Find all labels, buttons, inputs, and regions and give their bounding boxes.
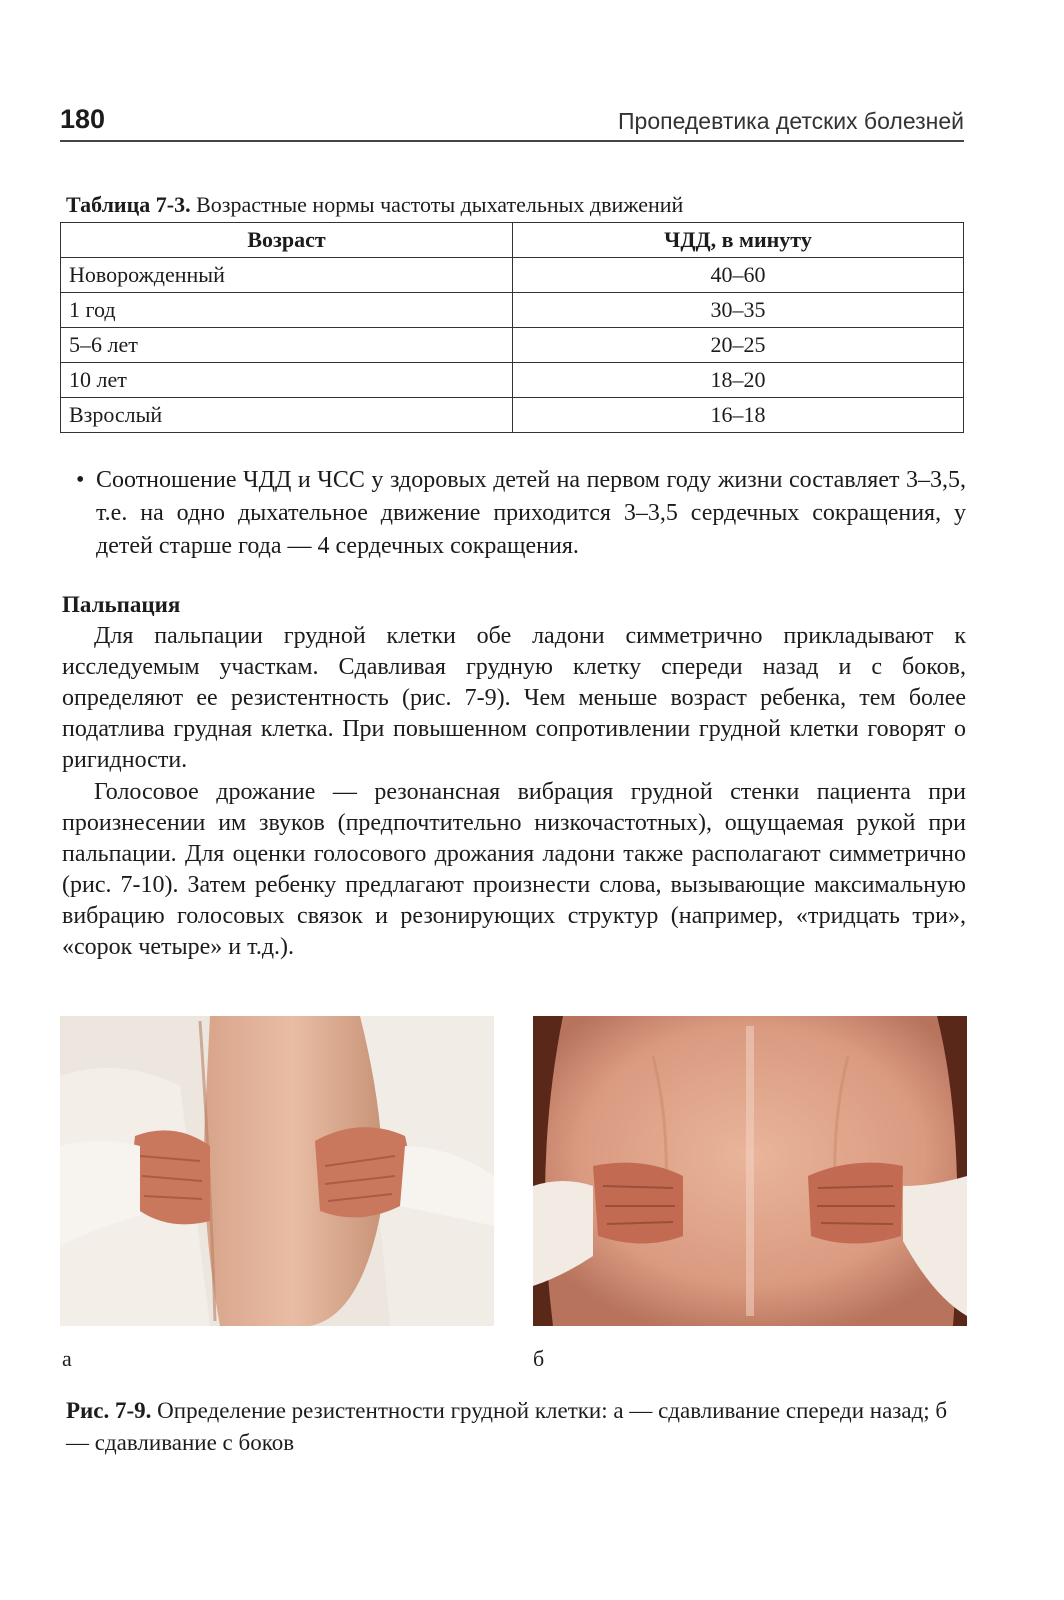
- bullet-item: [76, 464, 966, 563]
- table-row: [61, 398, 964, 433]
- bullet-text: Соотношение ЧДД и ЧСС у здоровых детей на первом году жизни составляет 3–3,5, т.е. на одно дыхательное движение приходится 3–3,5 сердечных сокращения, у детей старше года — 4 сердечных сокращения.: [96, 467, 966, 559]
- table-row: [61, 363, 964, 398]
- figure-caption-text: Определение резистентности грудной клетки: а — сдавливание спереди назад; б — сдавливание с боков: [66, 1398, 948, 1455]
- figure-caption-label: Рис. 7-9.: [66, 1398, 152, 1423]
- cell-rate: 18–20: [513, 363, 964, 398]
- cell-rate: 40–60: [513, 258, 964, 293]
- table-row: [61, 293, 964, 328]
- table-row: [61, 328, 964, 363]
- page-header: [60, 104, 964, 140]
- table-row: [61, 258, 964, 293]
- photo-side-compression: [533, 1016, 967, 1326]
- header-rule: [60, 140, 964, 142]
- cell-age: Новорожденный: [61, 258, 513, 293]
- figure-label-a: а: [62, 1346, 72, 1371]
- cell-rate: 20–25: [513, 328, 964, 363]
- table-caption-label: Таблица 7-3.: [66, 192, 191, 217]
- photo-front-back-compression: [60, 1016, 494, 1326]
- body-paragraph: Голосовое дрожание — резонансная вибрация грудной стенки пациента при произнесении им звуков (предпочтительно низкочастотных), ощущаемая рукой при пальпации. Для оценки голосового дрожания ладони также располагают симметрично (рис. 7-10). Затем ребенку предлагают произнести слова, вызывающие максимальную вибрацию голосовых связок и резонирующих структур (например, «тридцать три», «сорок четыре» и т.д.).: [62, 779, 966, 960]
- bullet-marker: •: [76, 467, 85, 493]
- column-header-age: Возраст: [61, 223, 513, 258]
- table-caption-text: Возрастные нормы частоты дыхательных движений: [196, 192, 684, 217]
- cell-age: 5–6 лет: [61, 328, 513, 363]
- figure-caption: [66, 1395, 966, 1459]
- cell-age: 1 год: [61, 293, 513, 328]
- respiratory-norms-table: [60, 222, 964, 433]
- section-heading: Пальпация: [62, 592, 181, 617]
- body-paragraph: Для пальпации грудной клетки обе ладони симметрично прикладывают к исследуемым участкам. Сдавливая грудную клетку спереди назад и с боков, определяют ее резистентность (рис. 7-9). Чем меньше возраст ребенка, тем более податлива грудная клетка. При повышенном сопротивлении грудной клетки говорят о ригидности.: [62, 623, 966, 773]
- cell-age: 10 лет: [61, 363, 513, 398]
- table-caption: [66, 192, 683, 218]
- running-title: Пропедевтика детских болезней: [618, 108, 964, 134]
- cell-age: Взрослый: [61, 398, 513, 433]
- column-header-rate: ЧДД, в минуту: [513, 223, 964, 258]
- cell-rate: 16–18: [513, 398, 964, 433]
- page-number: 180: [60, 104, 106, 134]
- figure-label-b: б: [533, 1346, 545, 1371]
- table-header-row: [61, 223, 964, 258]
- cell-rate: 30–35: [513, 293, 964, 328]
